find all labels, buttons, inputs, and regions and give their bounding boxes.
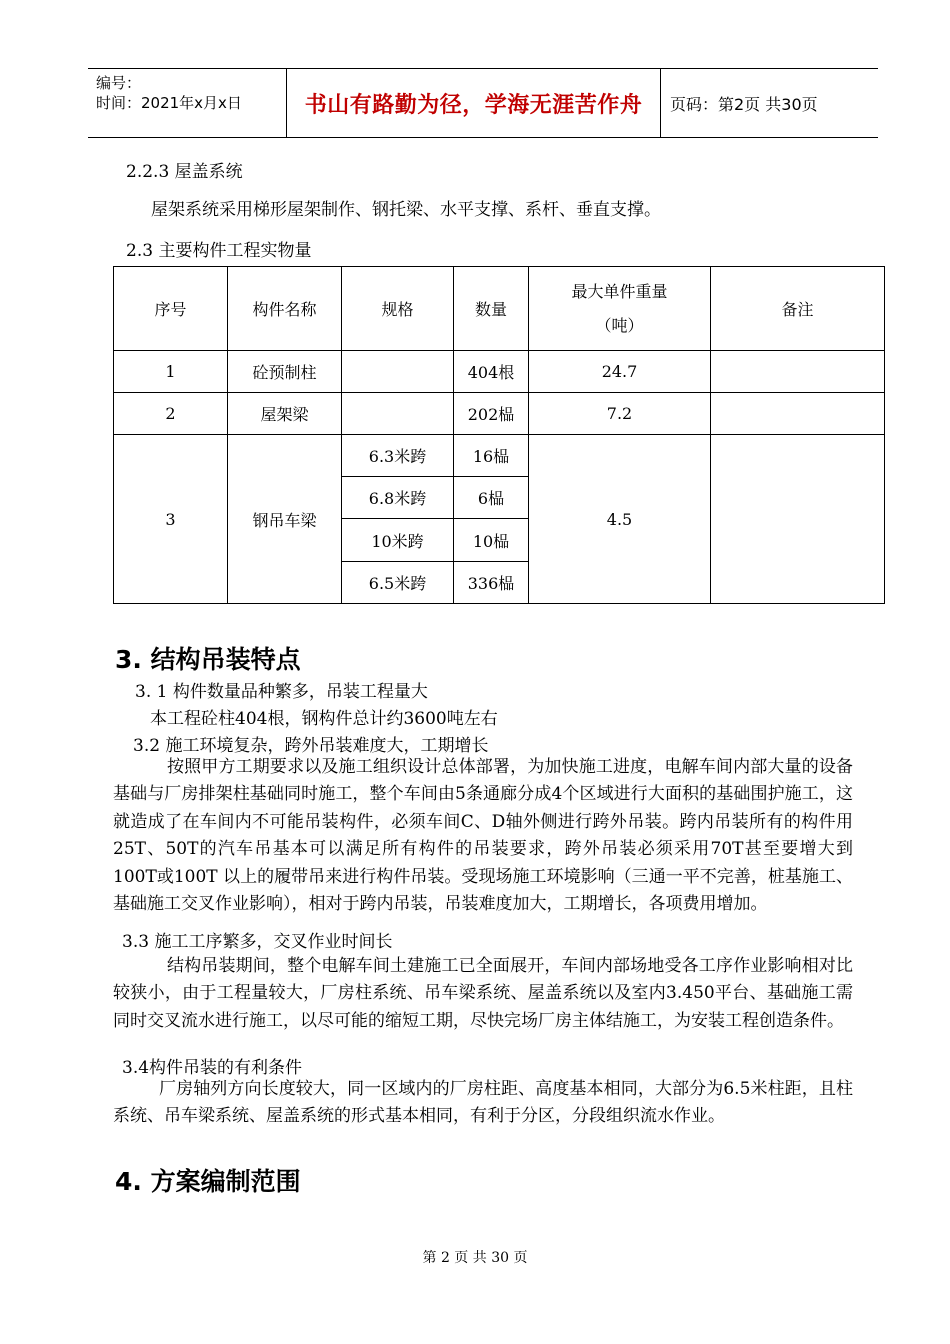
header-number-label: 编号： — [96, 74, 142, 92]
page-header — [88, 68, 878, 138]
quantity-table — [113, 266, 885, 604]
row3-sub2-spec: 6.8米跨 — [342, 477, 454, 519]
section-2-3-title: 2.3 主要构件工程实物量 — [126, 241, 312, 261]
row1-name: 砼预制柱 — [228, 351, 342, 393]
row2-note — [711, 393, 885, 435]
row2-weight: 7.2 — [529, 393, 711, 435]
row3-weight: 4.5 — [529, 435, 711, 604]
table-header-row — [114, 267, 885, 351]
section-3-4-title: 3.4构件吊装的有利条件 — [122, 1058, 303, 1078]
row2-qty: 202榀 — [454, 393, 529, 435]
section-3-1-title: 3. 1 构件数量品种繁多，吊装工程量大 — [135, 682, 428, 702]
row3-sub1-qty: 16榀 — [454, 435, 529, 477]
section-3-3-body: 结构吊装期间，整个电解车间土建施工已全面展开，车间内部场地受各工序作业影响相对比较狭小，由于工程量较大，厂房柱系统、吊车梁系统、屋盖系统以及室内3.450平台、基础施工需同时交叉流水进行施工，以尽可能的缩短工期，尽快完场厂房主体结施工，为安装工程创造条件。 — [113, 956, 853, 1031]
row2-name: 屋架梁 — [228, 393, 342, 435]
table-row — [114, 435, 885, 477]
section-3-3-title: 3.3 施工工序繁多，交叉作业时间长 — [122, 932, 393, 952]
row1-qty: 404根 — [454, 351, 529, 393]
header-note: 备注 — [711, 267, 885, 351]
section-3-1-body: 本工程砼柱404根，钢构件总计约3600吨左右 — [150, 709, 498, 729]
page-footer: 第 2 页 共 30 页 — [422, 1250, 528, 1266]
row3-sub1-spec: 6.3米跨 — [342, 435, 454, 477]
header-weight-line1: 最大单件重量 — [571, 281, 668, 301]
section-3-4-body: 厂房轴列方向长度较大，同一区域内的厂房柱距、高度基本相同，大部分为6.5米柱距，且柱系统、吊车梁系统、屋盖系统的形式基本相同，有利于分区，分段组织流水作业。 — [113, 1079, 853, 1127]
row3-sub3-spec: 10米跨 — [342, 519, 454, 562]
row3-sub4-spec: 6.5米跨 — [342, 562, 454, 604]
row3-sub3-qty: 10榀 — [454, 519, 529, 562]
header-qty: 数量 — [454, 267, 529, 351]
section-2-2-3-title: 2.2.3 屋盖系统 — [126, 162, 243, 182]
row1-note — [711, 351, 885, 393]
row3-no: 3 — [114, 435, 228, 604]
header-motto: 书山有路勤为径，学海无涯苦作舟 — [287, 69, 661, 137]
table-row — [114, 393, 885, 435]
row2-spec — [342, 393, 454, 435]
header-time-label: 时间：2021年x月x日 — [96, 94, 242, 112]
row1-no: 1 — [114, 351, 228, 393]
header-weight-line2: （吨） — [595, 315, 644, 335]
header-no: 序号 — [114, 267, 228, 351]
row3-sub2-qty: 6榀 — [454, 477, 529, 519]
row1-weight: 24.7 — [529, 351, 711, 393]
chapter-3-title: 3. 结构吊装特点 — [115, 645, 301, 674]
section-3-2-body: 按照甲方工期要求以及施工组织设计总体部署，为加快施工进度，电解车间内部大量的设备基础与厂房排架柱基础同时施工，整个车间由5条通廊分成4个区域进行大面积的基础围护施工，这就造成了在车间内不可能吊装构件，必须车间C、D轴外侧进行跨外吊装。跨内吊装所有的构件用25T、50T的汽车吊基本可以满足所有构件的吊装要求，跨外吊装必须采用70T甚至要增大到 100T或100T 以上的履带吊来进行构件吊装。受现场施工环境影响（三通一平不完善，桩基施工、基础施工交叉作业影响），相对于跨内吊装，吊装难度加大，工期增长，各项费用增加。 — [113, 757, 853, 915]
header-info-cell — [88, 69, 287, 137]
row1-spec — [342, 351, 454, 393]
row3-sub4-qty: 336榀 — [454, 562, 529, 604]
header-page-info: 页码：第2页 共30页 — [670, 94, 818, 114]
table-row — [114, 351, 885, 393]
header-spec: 规格 — [342, 267, 454, 351]
section-2-2-3-body: 屋架系统采用梯形屋架制作、钢托梁、水平支撑、系杆、垂直支撑。 — [151, 200, 661, 220]
section-3-2-title: 3.2 施工环境复杂，跨外吊装难度大，工期增长 — [133, 736, 489, 756]
header-weight — [529, 267, 711, 351]
header-name: 构件名称 — [228, 267, 342, 351]
row3-name: 钢吊车梁 — [228, 435, 342, 604]
row3-note — [711, 435, 885, 604]
chapter-4-title: 4. 方案编制范围 — [115, 1167, 301, 1196]
row2-no: 2 — [114, 393, 228, 435]
